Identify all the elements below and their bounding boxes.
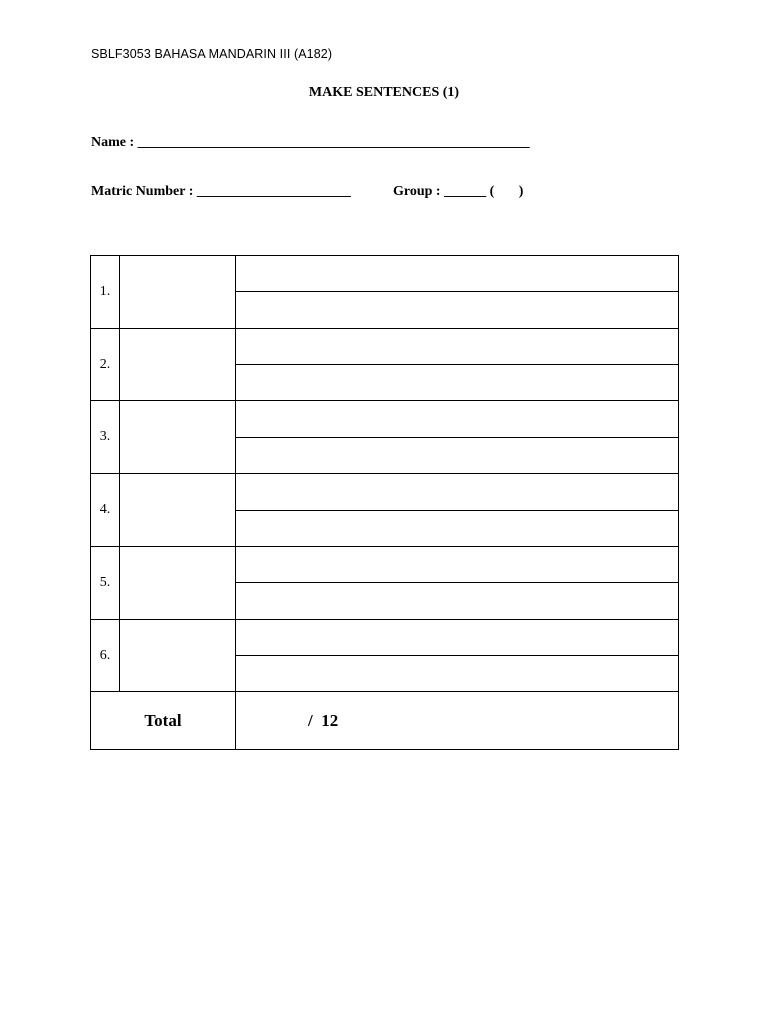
sentence-line-2[interactable]	[236, 437, 679, 473]
sentence-line-1[interactable]	[236, 546, 679, 582]
word-cell[interactable]	[120, 474, 236, 547]
table-row	[91, 256, 679, 292]
group-paren-open: (	[489, 184, 495, 199]
sentence-line-2[interactable]	[236, 510, 679, 546]
item-number: 6.	[91, 619, 120, 692]
total-score: / 12	[236, 692, 679, 750]
course-header: SBLF3053 BAHASA MANDARIN III (A182)	[91, 47, 333, 61]
item-number: 4.	[91, 474, 120, 547]
name-label: Name :	[91, 135, 135, 150]
sentence-line-1[interactable]	[236, 401, 679, 437]
page-title: MAKE SENTENCES (1)	[308, 85, 460, 100]
matric-label: Matric Number :	[91, 184, 194, 199]
word-cell[interactable]	[120, 619, 236, 692]
answer-table	[90, 255, 679, 750]
word-cell[interactable]	[120, 401, 236, 474]
sentence-line-2[interactable]	[236, 292, 679, 328]
table-row	[91, 619, 679, 655]
item-number: 5.	[91, 546, 120, 619]
word-cell[interactable]	[120, 256, 236, 329]
word-cell[interactable]	[120, 546, 236, 619]
total-row	[91, 692, 679, 750]
group-paren-close: )	[518, 184, 524, 199]
sentence-line-1[interactable]	[236, 474, 679, 510]
matric-blank[interactable]: ______________________	[196, 184, 351, 199]
answer-rows	[91, 256, 679, 692]
item-number: 1.	[91, 256, 120, 329]
sentence-line-2[interactable]	[236, 655, 679, 691]
table-row	[91, 401, 679, 437]
matric-field-row	[91, 183, 351, 201]
name-field-row	[91, 134, 530, 152]
sentence-line-2[interactable]	[236, 365, 679, 401]
table-row	[91, 546, 679, 582]
group-field-row	[393, 183, 523, 201]
sentence-line-1[interactable]	[236, 619, 679, 655]
total-label: Total	[91, 692, 236, 750]
table-row	[91, 474, 679, 510]
sentence-line-1[interactable]	[236, 256, 679, 292]
item-number: 3.	[91, 401, 120, 474]
table-row	[91, 328, 679, 364]
group-label: Group :	[393, 184, 441, 199]
item-number: 2.	[91, 328, 120, 401]
word-cell[interactable]	[120, 328, 236, 401]
sentence-line-2[interactable]	[236, 583, 679, 619]
name-blank[interactable]: ________________________________________________________	[137, 135, 530, 150]
group-blank[interactable]: ______	[444, 184, 487, 199]
sentence-line-1[interactable]	[236, 328, 679, 364]
